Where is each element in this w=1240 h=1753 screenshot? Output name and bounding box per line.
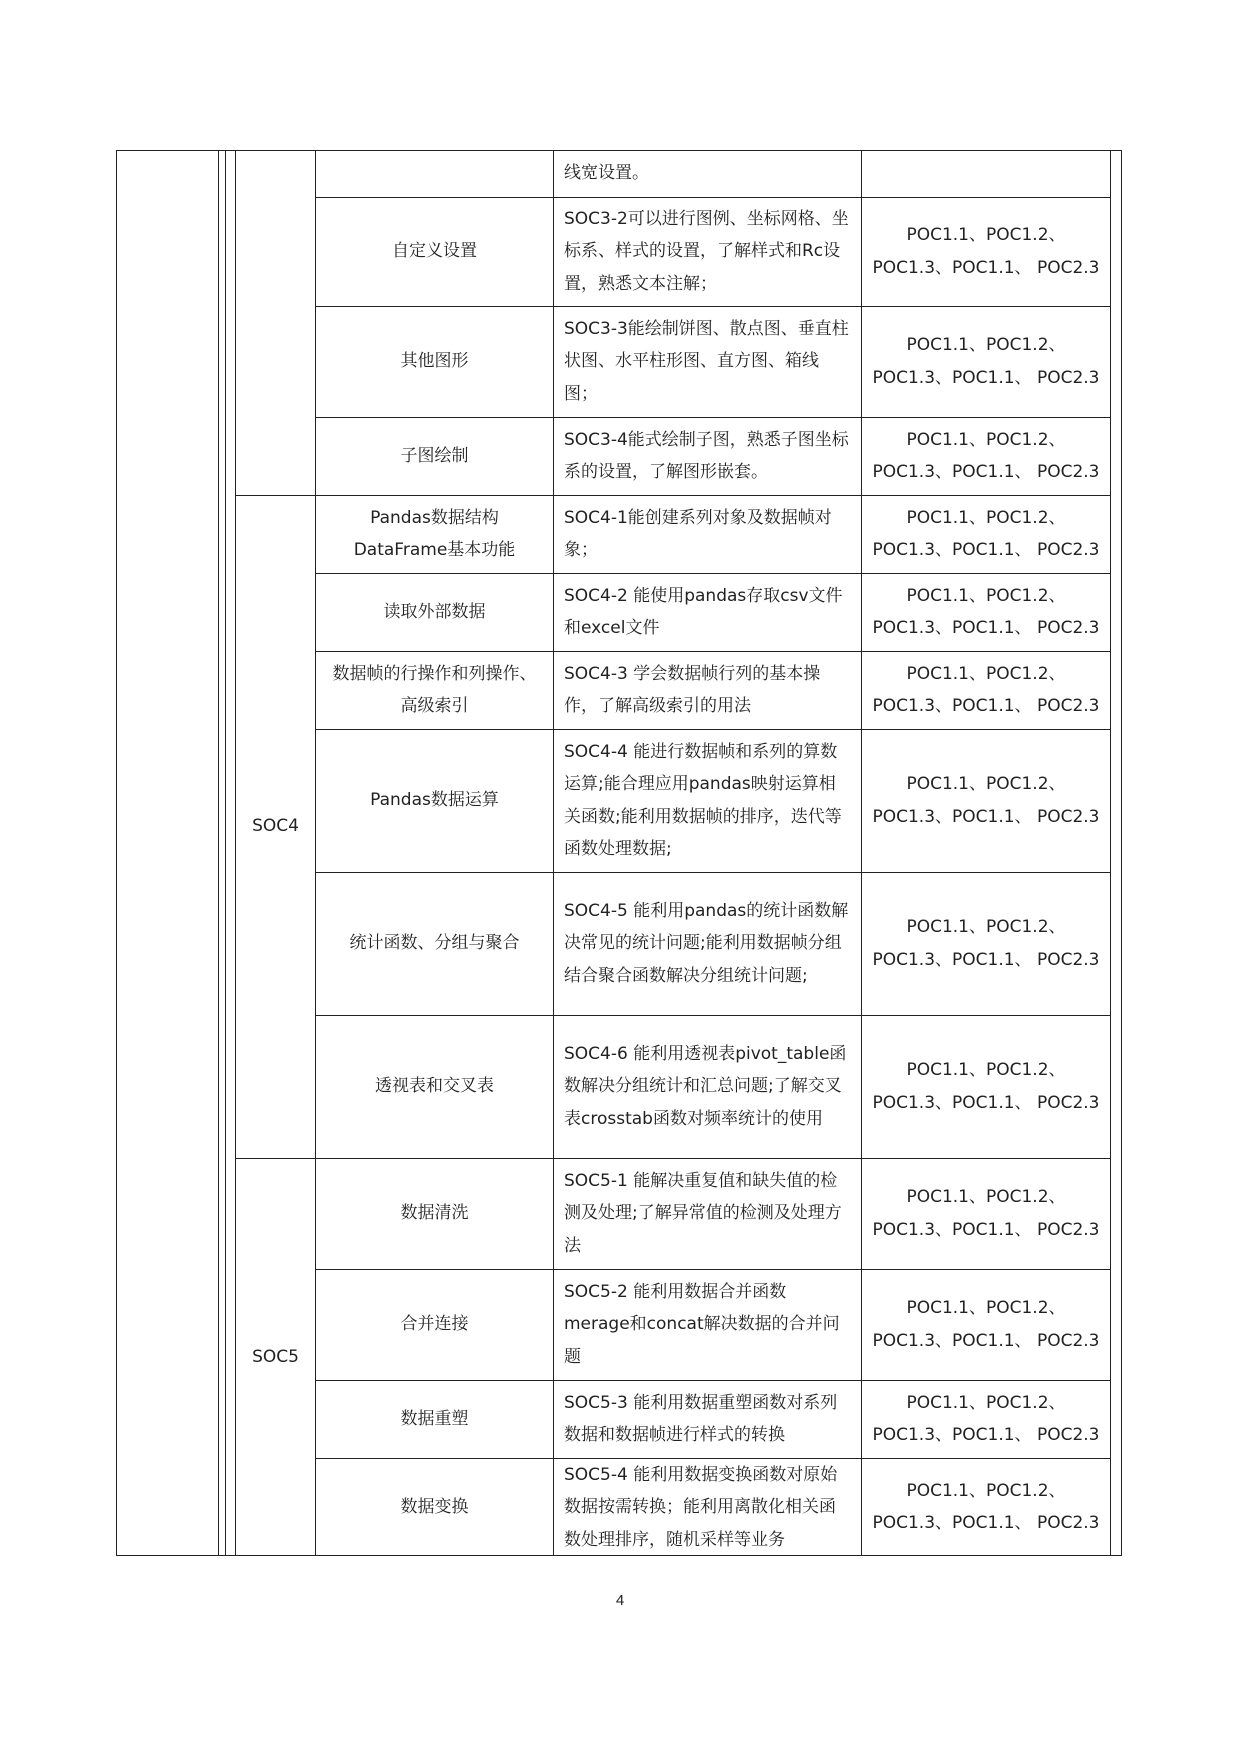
desc-cell: SOC3-3能绘制饼图、散点图、垂直柱状图、水平柱形图、直方图、箱线图； <box>554 306 862 417</box>
poc-cell: POC1.1、POC1.2、 POC1.3、POC1.1、 POC2.3 <box>862 495 1111 573</box>
poc-cell: POC1.1、POC1.2、 POC1.3、POC1.1、 POC2.3 <box>862 417 1111 495</box>
item-cell: 数据重塑 <box>316 1380 554 1458</box>
item-cell: 统计函数、分组与聚合 <box>316 872 554 1015</box>
soc-group-cell: SOC4 <box>236 495 316 1158</box>
table-row <box>236 306 1111 417</box>
desc-cell: SOC4-4 能进行数据帧和系列的算数运算;能合理应用pandas映射运算相关函数;能利用数据帧的排序，迭代等函数处理数据; <box>554 729 862 872</box>
poc-cell: POC1.1、POC1.2、 POC1.3、POC1.1、 POC2.3 <box>862 573 1111 651</box>
poc-cell: POC1.1、POC1.2、 POC1.3、POC1.1、 POC2.3 <box>862 197 1111 306</box>
item-cell: 透视表和交叉表 <box>316 1015 554 1158</box>
item-cell <box>316 150 554 197</box>
item-cell: 自定义设置 <box>316 197 554 306</box>
desc-cell: SOC5-2 能利用数据合并函数merage和concat解决数据的合并问题 <box>554 1269 862 1380</box>
table-row <box>236 417 1111 495</box>
table-row <box>236 1015 1111 1158</box>
table-row <box>236 495 1111 573</box>
desc-cell: SOC4-1能创建系列对象及数据帧对象； <box>554 495 862 573</box>
item-cell: 子图绘制 <box>316 417 554 495</box>
item-cell: 数据变换 <box>316 1458 554 1556</box>
poc-cell: POC1.1、POC1.2、 POC1.3、POC1.1、 POC2.3 <box>862 1015 1111 1158</box>
desc-cell: SOC4-3 学会数据帧行列的基本操作，了解高级索引的用法 <box>554 651 862 729</box>
desc-cell: SOC3-2可以进行图例、坐标网格、坐标系、样式的设置，了解样式和Rc设置，熟悉文本注解； <box>554 197 862 306</box>
table-row <box>236 1158 1111 1269</box>
item-cell: Pandas数据运算 <box>316 729 554 872</box>
table-row <box>236 872 1111 1015</box>
column-divider <box>225 150 226 1556</box>
table-row <box>236 573 1111 651</box>
poc-cell: POC1.1、POC1.2、 POC1.3、POC1.1、 POC2.3 <box>862 306 1111 417</box>
soc-group-cell <box>236 150 316 495</box>
desc-cell: SOC4-6 能利用透视表pivot_table函数解决分组统计和汇总问题;了解交叉表crosstab函数对频率统计的使用 <box>554 1015 862 1158</box>
poc-cell: POC1.1、POC1.2、 POC1.3、POC1.1、 POC2.3 <box>862 729 1111 872</box>
desc-cell: SOC5-3 能利用数据重塑函数对系列数据和数据帧进行样式的转换 <box>554 1380 862 1458</box>
poc-cell: POC1.1、POC1.2、 POC1.3、POC1.1、 POC2.3 <box>862 1380 1111 1458</box>
item-cell: 其他图形 <box>316 306 554 417</box>
poc-cell: POC1.1、POC1.2、 POC1.3、POC1.1、 POC2.3 <box>862 651 1111 729</box>
item-cell: 读取外部数据 <box>316 573 554 651</box>
poc-cell: POC1.1、POC1.2、 POC1.3、POC1.1、 POC2.3 <box>862 1458 1111 1556</box>
column-divider <box>218 150 219 1556</box>
table-row <box>236 1458 1111 1556</box>
table-row <box>236 729 1111 872</box>
item-cell: 合并连接 <box>316 1269 554 1380</box>
table-row <box>236 150 1111 197</box>
desc-cell: SOC5-4 能利用数据变换函数对原始数据按需转换；能利用离散化相关函数处理排序，随机采样等业务 <box>554 1458 862 1556</box>
poc-cell: POC1.1、POC1.2、 POC1.3、POC1.1、 POC2.3 <box>862 872 1111 1015</box>
table-row <box>236 651 1111 729</box>
item-cell: Pandas数据结构DataFrame基本功能 <box>316 495 554 573</box>
poc-cell: POC1.1、POC1.2、 POC1.3、POC1.1、 POC2.3 <box>862 1158 1111 1269</box>
poc-cell: POC1.1、POC1.2、 POC1.3、POC1.1、 POC2.3 <box>862 1269 1111 1380</box>
table-row <box>236 1269 1111 1380</box>
desc-cell: 线宽设置。 <box>554 150 862 197</box>
desc-cell: SOC4-5 能利用pandas的统计函数解决常见的统计问题;能利用数据帧分组结合聚合函数解决分组统计问题; <box>554 872 862 1015</box>
table-row <box>236 197 1111 306</box>
soc-group-cell: SOC5 <box>236 1158 316 1556</box>
desc-cell: SOC5-1 能解决重复值和缺失值的检测及处理;了解异常值的检测及处理方法 <box>554 1158 862 1269</box>
poc-cell <box>862 150 1111 197</box>
item-cell: 数据帧的行操作和列操作、高级索引 <box>316 651 554 729</box>
desc-cell: SOC4-2 能使用pandas存取csv文件和excel文件 <box>554 573 862 651</box>
item-cell: 数据清洗 <box>316 1158 554 1269</box>
table-row <box>236 1380 1111 1458</box>
course-objectives-table <box>235 150 1111 1556</box>
page-number: 4 <box>615 1592 625 1609</box>
desc-cell: SOC3-4能式绘制子图，熟悉子图坐标系的设置，了解图形嵌套。 <box>554 417 862 495</box>
